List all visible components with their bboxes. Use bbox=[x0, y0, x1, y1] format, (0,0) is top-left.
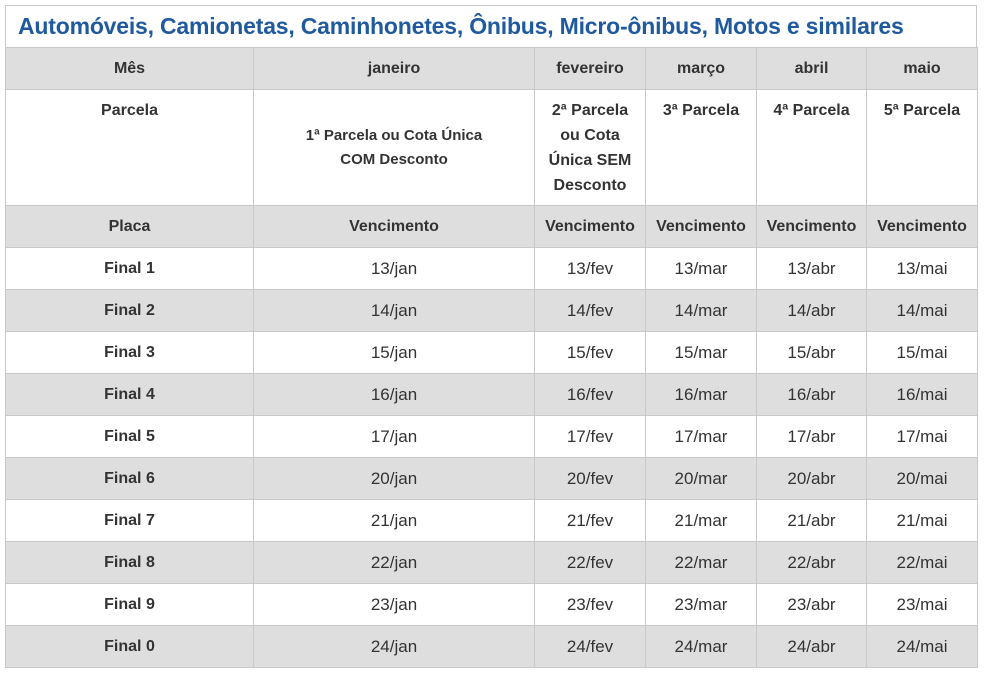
vencimento-header: Vencimento bbox=[646, 206, 757, 248]
date-cell: 14/abr bbox=[757, 290, 867, 332]
date-cell: 16/jan bbox=[254, 374, 535, 416]
date-cell: 16/mai bbox=[867, 374, 978, 416]
date-cell: 23/mai bbox=[867, 584, 978, 626]
parcela-cell bbox=[867, 90, 978, 206]
placa-cell: Final 0 bbox=[6, 626, 254, 668]
vencimento-header: Vencimento bbox=[867, 206, 978, 248]
placa-cell: Final 1 bbox=[6, 248, 254, 290]
date-cell: 24/jan bbox=[254, 626, 535, 668]
parcela-text: 4ª Parcela bbox=[773, 102, 850, 119]
placa-cell: Final 7 bbox=[6, 500, 254, 542]
table-row bbox=[6, 374, 978, 416]
date-cell: 20/jan bbox=[254, 458, 535, 500]
date-cell: 15/mar bbox=[646, 332, 757, 374]
placa-cell: Final 4 bbox=[6, 374, 254, 416]
ipva-calendar bbox=[5, 5, 977, 668]
date-cell: 23/jan bbox=[254, 584, 535, 626]
date-cell: 14/jan bbox=[254, 290, 535, 332]
date-cell: 13/fev bbox=[535, 248, 646, 290]
table-body bbox=[6, 48, 978, 668]
date-cell: 23/abr bbox=[757, 584, 867, 626]
table-row bbox=[6, 542, 978, 584]
date-cell: 20/mar bbox=[646, 458, 757, 500]
date-cell: 21/jan bbox=[254, 500, 535, 542]
date-cell: 13/mai bbox=[867, 248, 978, 290]
placa-cell: Final 2 bbox=[6, 290, 254, 332]
placa-cell: Final 5 bbox=[6, 416, 254, 458]
vencimento-header: Vencimento bbox=[535, 206, 646, 248]
parcela-row bbox=[6, 90, 978, 206]
date-cell: 23/fev bbox=[535, 584, 646, 626]
date-cell: 22/jan bbox=[254, 542, 535, 584]
date-cell: 13/mar bbox=[646, 248, 757, 290]
date-cell: 16/mar bbox=[646, 374, 757, 416]
month-header: janeiro bbox=[254, 48, 535, 90]
mes-label: Mês bbox=[6, 48, 254, 90]
date-cell: 20/mai bbox=[867, 458, 978, 500]
vencimento-header: Vencimento bbox=[254, 206, 535, 248]
table-row bbox=[6, 626, 978, 668]
date-cell: 20/fev bbox=[535, 458, 646, 500]
date-cell: 24/mai bbox=[867, 626, 978, 668]
month-header: fevereiro bbox=[535, 48, 646, 90]
date-cell: 22/abr bbox=[757, 542, 867, 584]
date-cell: 15/fev bbox=[535, 332, 646, 374]
table-row bbox=[6, 458, 978, 500]
date-cell: 23/mar bbox=[646, 584, 757, 626]
table-row bbox=[6, 416, 978, 458]
date-cell: 13/abr bbox=[757, 248, 867, 290]
month-header: abril bbox=[757, 48, 867, 90]
date-cell: 21/fev bbox=[535, 500, 646, 542]
date-cell: 21/abr bbox=[757, 500, 867, 542]
placa-cell: Final 3 bbox=[6, 332, 254, 374]
date-cell: 20/abr bbox=[757, 458, 867, 500]
table-row bbox=[6, 500, 978, 542]
parcela-text: 3ª Parcela bbox=[662, 102, 740, 119]
table-row bbox=[6, 248, 978, 290]
date-cell: 17/jan bbox=[254, 416, 535, 458]
parcela-cell bbox=[254, 90, 535, 206]
date-cell: 16/abr bbox=[757, 374, 867, 416]
parcela-cell bbox=[535, 90, 646, 206]
parcela-cell bbox=[646, 90, 757, 206]
date-cell: 17/mar bbox=[646, 416, 757, 458]
date-cell: 22/mai bbox=[867, 542, 978, 584]
month-header: março bbox=[646, 48, 757, 90]
date-cell: 17/abr bbox=[757, 416, 867, 458]
month-header: maio bbox=[867, 48, 978, 90]
placa-cell: Final 6 bbox=[6, 458, 254, 500]
date-cell: 14/fev bbox=[535, 290, 646, 332]
date-cell: 24/fev bbox=[535, 626, 646, 668]
table-row bbox=[6, 332, 978, 374]
date-cell: 17/fev bbox=[535, 416, 646, 458]
vencimento-header: Vencimento bbox=[757, 206, 867, 248]
date-cell: 21/mai bbox=[867, 500, 978, 542]
placa-cell: Final 9 bbox=[6, 584, 254, 626]
table-row bbox=[6, 584, 978, 626]
date-cell: 16/fev bbox=[535, 374, 646, 416]
date-cell: 15/jan bbox=[254, 332, 535, 374]
date-cell: 14/mar bbox=[646, 290, 757, 332]
schedule-table bbox=[5, 47, 978, 668]
parcela-text: 1ª Parcela ou Cota Única COM Desconto bbox=[305, 126, 483, 168]
date-cell: 21/mar bbox=[646, 500, 757, 542]
date-cell: 15/mai bbox=[867, 332, 978, 374]
placa-label: Placa bbox=[6, 206, 254, 248]
date-cell: 24/abr bbox=[757, 626, 867, 668]
title-bar bbox=[5, 5, 977, 47]
date-cell: 14/mai bbox=[867, 290, 978, 332]
placa-cell: Final 8 bbox=[6, 542, 254, 584]
placa-header-row bbox=[6, 206, 978, 248]
date-cell: 13/jan bbox=[254, 248, 535, 290]
parcela-cell bbox=[757, 90, 867, 206]
table-row bbox=[6, 290, 978, 332]
parcela-text: 2ª Parcela ou Cota Única SEM Desconto bbox=[548, 102, 632, 194]
date-cell: 22/mar bbox=[646, 542, 757, 584]
date-cell: 17/mai bbox=[867, 416, 978, 458]
date-cell: 15/abr bbox=[757, 332, 867, 374]
parcela-label: Parcela bbox=[6, 90, 254, 206]
table-title: Automóveis, Camionetas, Caminhonetes, Ônibus, Micro-ônibus, Motos e similares bbox=[18, 13, 904, 39]
date-cell: 24/mar bbox=[646, 626, 757, 668]
parcela-text: 5ª Parcela bbox=[883, 102, 961, 119]
date-cell: 22/fev bbox=[535, 542, 646, 584]
month-header-row bbox=[6, 48, 978, 90]
